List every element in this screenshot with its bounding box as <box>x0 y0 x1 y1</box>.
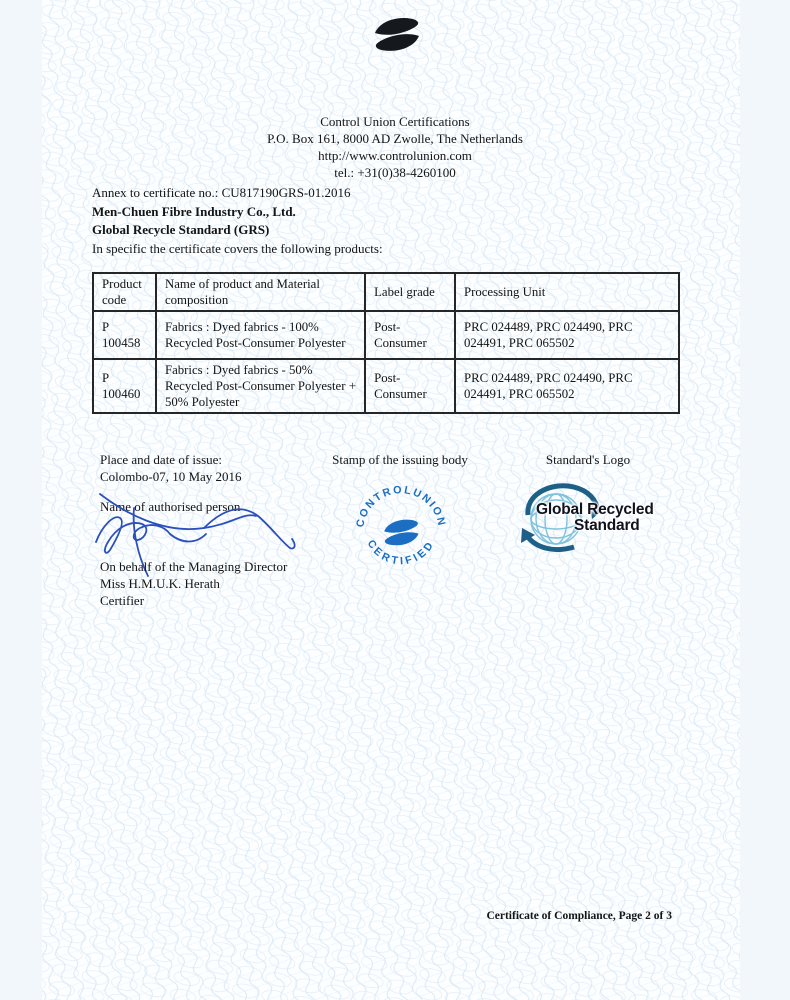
issuer-name: Control Union Certifications <box>320 114 470 129</box>
cell-product-code: P 100460 <box>93 359 156 413</box>
stamp-top-text: CONTROLUNION <box>354 483 448 529</box>
certificate-intro-block <box>92 184 383 258</box>
signatory-name: Miss H.M.U.K. Herath <box>100 576 220 591</box>
place-date-block <box>100 451 242 485</box>
table-header-row <box>93 273 679 311</box>
stamp-bottom-text: CERTIFIED <box>364 537 438 568</box>
table-row <box>93 359 679 413</box>
issuer-header <box>0 113 790 181</box>
cell-label-grade: Post-Consumer <box>365 359 455 413</box>
company-name: Men-Chuen Fibre Industry Co., Ltd. <box>92 203 296 219</box>
cell-product-code: P 100458 <box>93 311 156 359</box>
header-label-grade: Label grade <box>365 273 455 311</box>
control-union-certified-stamp <box>352 482 450 580</box>
standard-name: Global Recycle Standard (GRS) <box>92 222 270 237</box>
signatory-block <box>100 558 287 609</box>
control-union-swoosh-logo-icon <box>366 13 428 55</box>
table-row <box>93 311 679 359</box>
cell-processing-unit: PRC 024489, PRC 024490, PRC 024491, PRC 065502 <box>455 311 679 359</box>
cell-product-name: Fabrics : Dyed fabrics - 100% Recycled Post-Consumer Polyester <box>156 311 365 359</box>
signatory-title: Certifier <box>100 593 145 608</box>
standards-logo-label: Standard's Logo <box>545 452 631 467</box>
grs-logo-text-line2: Standard <box>574 517 640 534</box>
cell-processing-unit: PRC 024489, PRC 024490, PRC 024491, PRC 065502 <box>455 359 679 413</box>
header-processing-unit: Processing Unit <box>455 273 679 311</box>
issuer-phone: tel.: +31(0)38-4260100 <box>334 165 456 180</box>
stamp-label: Stamp of the issuing body <box>332 452 468 467</box>
products-intro-line: In specific the certificate covers the following products: <box>92 240 383 256</box>
cell-label-grade: Post-Consumer <box>365 311 455 359</box>
page-footer: Certificate of Compliance, Page 2 of 3 <box>486 910 672 922</box>
issuer-address: P.O. Box 161, 8000 AD Zwolle, The Netherlands <box>267 131 523 146</box>
place-date-label: Place and date of issue: <box>100 452 223 467</box>
issuer-website: http://www.controlunion.com <box>318 148 472 163</box>
grs-logo-text-line1: Global Recycled <box>536 501 654 518</box>
authorised-person-label: Name of authorised person <box>100 499 241 514</box>
signatory-behalf: On behalf of the Managing Director <box>100 559 288 574</box>
products-table <box>92 272 680 414</box>
stamp-swoosh-icon <box>384 520 418 546</box>
cell-product-name: Fabrics : Dyed fabrics - 50% Recycled Post-Consumer Polyester + 50% Polyester <box>156 359 365 413</box>
header-product-code: Product code <box>93 273 156 311</box>
header-product-name: Name of product and Material composition <box>156 273 365 311</box>
place-date-value: Colombo-07, 10 May 2016 <box>100 469 242 484</box>
annex-certificate-number: Annex to certificate no.: CU817190GRS-01.2016 <box>92 185 351 200</box>
